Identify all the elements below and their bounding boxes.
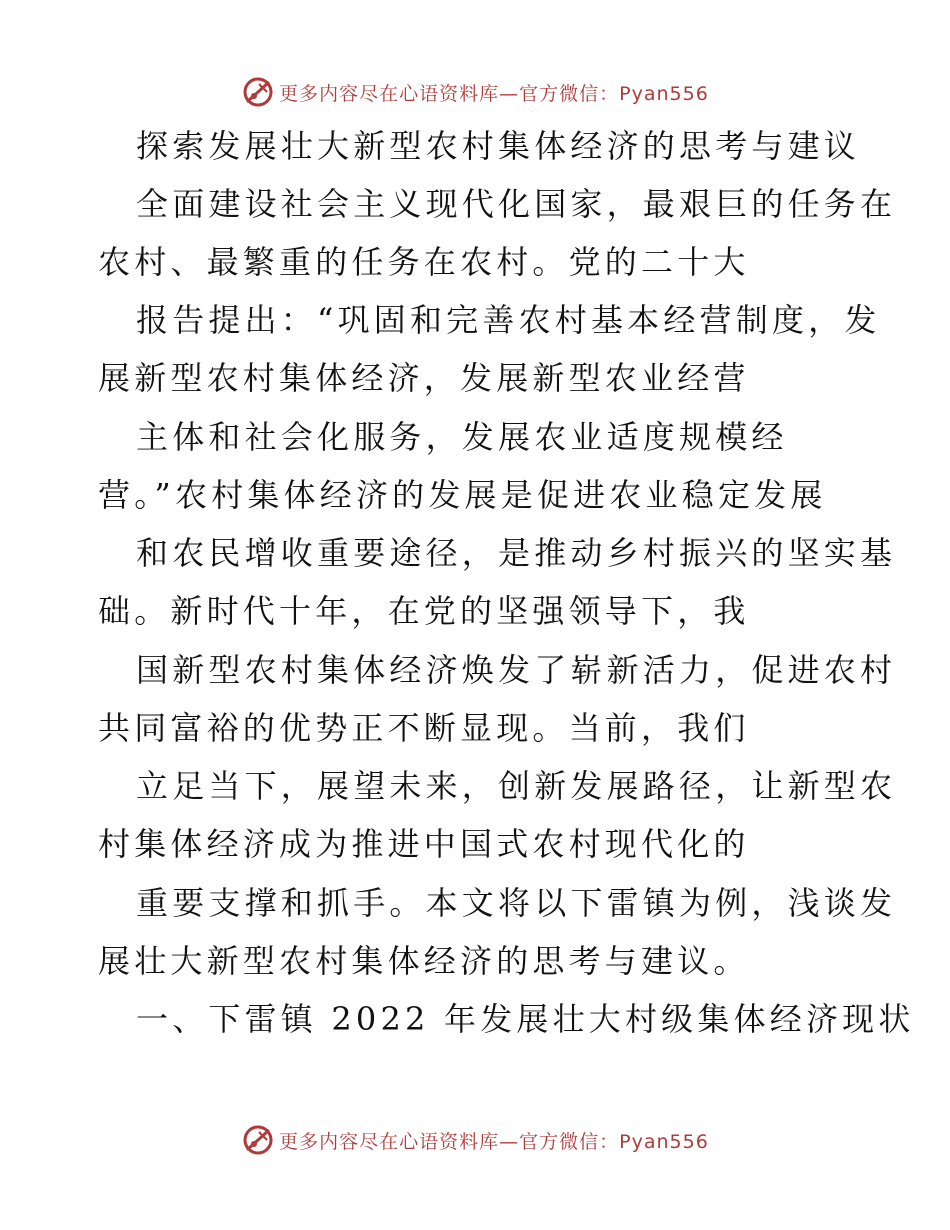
text-line: 展新型农村集体经济，发展新型农业经营	[98, 359, 750, 397]
text-line: 重要支撑和抓手。本文将以下雷镇为例，浅谈发	[136, 884, 897, 922]
text-line: 村集体经济成为推进中国式农村现代化的	[98, 825, 750, 863]
logo-icon	[241, 1123, 275, 1157]
text-line: 全面建设社会主义现代化国家，最艰巨的任务在	[136, 185, 897, 223]
footer-watermark-text: 更多内容尽在心语资料库—官方微信：Pyan556	[279, 1130, 709, 1153]
text-line: 共同富裕的优势正不断显现。当前，我们	[98, 709, 750, 747]
text-line: 主体和社会化服务，发展农业适度规模经	[136, 418, 788, 456]
section-heading: 一、下雷镇 2022 年发展壮大村级集体经济现状	[136, 1000, 915, 1038]
text-line: 础。新时代十年，在党的坚强领导下，我	[98, 592, 750, 630]
text-line: 农村、最繁重的任务在农村。党的二十大	[98, 243, 750, 281]
text-line: 营。”农村集体经济的发展是促进农业稳定发展	[98, 476, 827, 514]
header-watermark-text: 更多内容尽在心语资料库—官方微信：Pyan556	[279, 82, 709, 105]
text-line: 报告提出：“巩固和完善农村基本经营制度，发	[136, 301, 881, 339]
text-line: 和农民增收重要途径，是推动乡村振兴的坚实基	[136, 534, 897, 572]
text-line: 国新型农村集体经济焕发了崭新活力，促进农村	[136, 651, 897, 689]
text-line: 立足当下，展望未来，创新发展路径，让新型农	[136, 767, 897, 805]
text-line: 展壮大新型农村集体经济的思考与建议。	[98, 942, 750, 980]
document-title: 探索发展壮大新型农村集体经济的思考与建议	[136, 127, 861, 165]
footer-watermark	[0, 1120, 950, 1160]
